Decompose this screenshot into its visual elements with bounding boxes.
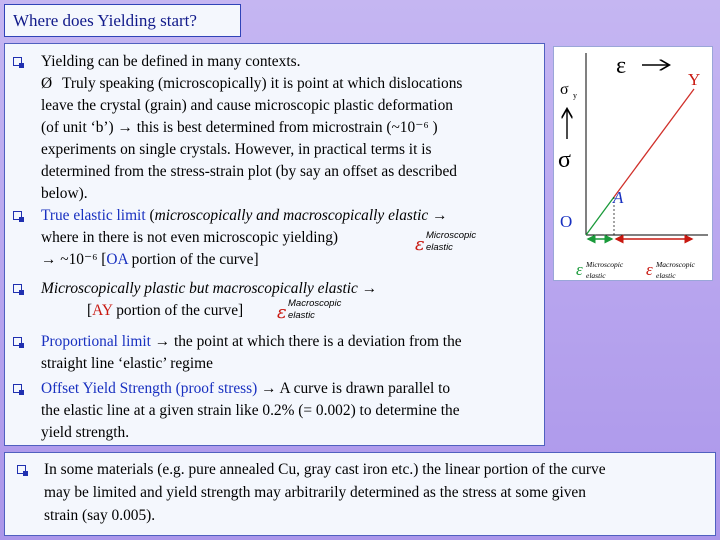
sub-bullet-line-4: experiments on single crystals. However, in practical terms it is — [41, 141, 432, 158]
svg-text:elastic: elastic — [586, 271, 606, 280]
note-line-1: In some materials (e.g. pure annealed Cu, gray cast iron etc.) the linear portion of the curve — [44, 461, 606, 478]
note-line-2: may be limited and yield strength may arbitrarily determined as the stress at some given — [44, 484, 586, 501]
oa-curve-segment — [586, 197, 614, 235]
proportional-limit-label: Proportional limit — [41, 333, 151, 350]
offset-yield-strength-label: Offset Yield Strength (proof stress) — [41, 380, 258, 397]
epsilon-macroscopic-elastic: ε Macroscopic elastic — [277, 298, 342, 323]
bullet-proportional-limit: Proportional limit → the point at which there is a deviation from the — [41, 333, 462, 350]
true-elastic-limit-line-2: where in there is not even microscopic yielding) — [41, 229, 339, 246]
sub-bullet-arrow-icon: Ø — [41, 75, 53, 92]
epsilon-microscopic-elastic: ε Microscopic elastic — [415, 230, 477, 255]
offset-yield-line-2: the elastic line at a given strain like 0.2% (= 0.002) to determine the — [41, 402, 460, 419]
epsilon-microscopic-label — [576, 260, 624, 280]
bottom-note-box — [4, 452, 716, 536]
sub-bullet-line-2: leave the crystal (grain) and cause microscopic plastic deformation — [41, 97, 453, 114]
bullet-yielding-contexts: Yielding can be defined in many contexts. — [41, 53, 301, 70]
bullet-icon — [17, 465, 26, 474]
microscopically-plastic-line-2: [AY portion of the curve] — [87, 302, 244, 319]
svg-text:Microscopic: Microscopic — [586, 260, 624, 269]
sub-bullet-line-3: (of unit ‘b’) → this is best determined from microstrain (~10⁻⁶ ) — [41, 119, 438, 136]
point-o-label: O — [560, 212, 573, 231]
epsilon-axis-symbol: ε — [616, 53, 627, 79]
note-line-3: strain (say 0.005). — [44, 507, 156, 524]
bullet-icon — [13, 337, 22, 346]
true-elastic-limit-line-3: → ~10⁻⁶ [OA portion of the curve] — [41, 251, 259, 268]
svg-text:ε: ε — [576, 260, 583, 279]
true-elastic-limit-label: True elastic limit — [41, 207, 146, 224]
point-a-label: A — [613, 188, 624, 207]
sub-bullet-line-5: determined from the stress-strain plot (by say an offset as described — [41, 163, 457, 180]
title-box — [4, 4, 241, 37]
bullet-icon — [13, 284, 22, 293]
ay-label: AY — [92, 302, 113, 319]
svg-text:elastic: elastic — [656, 271, 676, 280]
bullet-icon — [13, 57, 22, 66]
sub-bullet-line-1: Truly speaking (microscopically) it is point at which dislocations — [62, 75, 463, 92]
bullet-icon — [13, 384, 22, 393]
sigma-axis-symbol: σ — [558, 147, 571, 173]
bullet-icon — [13, 211, 22, 220]
ay-curve-segment — [614, 89, 694, 197]
sigma-y-symbol: σ — [560, 81, 569, 98]
epsilon-macroscopic-label — [646, 260, 696, 280]
bullet-true-elastic-limit: True elastic limit (microscopically and macroscopically elastic → — [41, 207, 448, 224]
offset-yield-line-3: yield strength. — [41, 424, 130, 441]
stress-strain-svg — [554, 47, 714, 282]
sub-bullet-line-6: below). — [41, 185, 88, 202]
bullet-microscopically-plastic: Microscopically plastic but macroscopically elastic → — [41, 280, 378, 297]
main-content-box — [4, 43, 545, 446]
page-title: Where does Yielding start? — [13, 11, 197, 30]
oa-label: OA — [106, 251, 128, 268]
sigma-y-subscript: y — [573, 91, 577, 100]
stress-strain-diagram — [553, 46, 713, 281]
proportional-limit-line-2: straight line ‘elastic’ regime — [41, 355, 213, 372]
svg-text:ε: ε — [646, 260, 653, 279]
bullet-offset-yield-strength: Offset Yield Strength (proof stress) → A curve is drawn parallel to — [41, 380, 451, 397]
svg-text:Macroscopic: Macroscopic — [656, 260, 695, 269]
point-y-label: Y — [688, 70, 701, 89]
